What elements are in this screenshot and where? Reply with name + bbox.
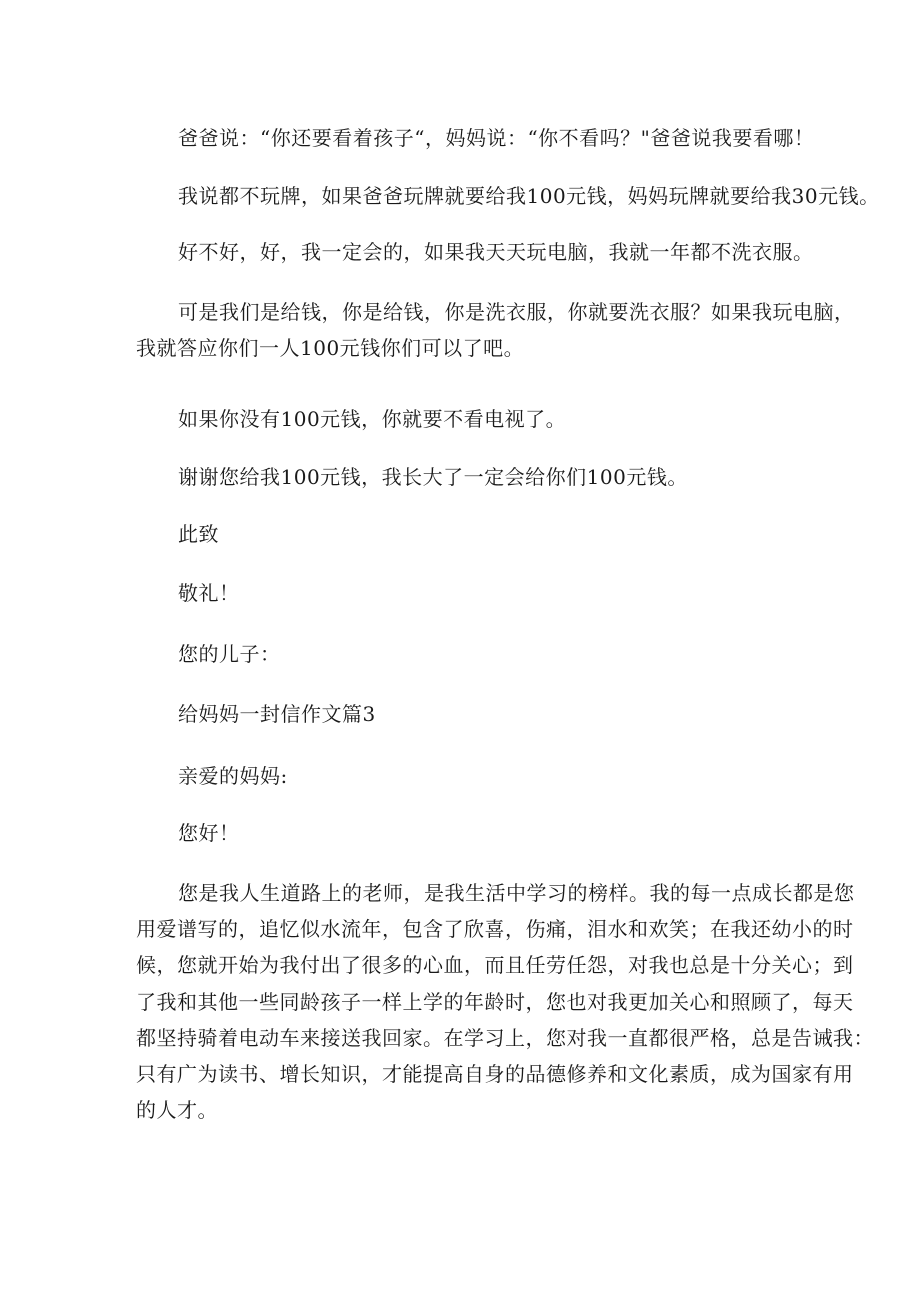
greeting: 您好！ xyxy=(178,821,240,845)
section-title: 给妈妈一封信作文篇3 xyxy=(178,702,376,726)
dialogue-line: 爸爸说：“你还要看着孩子“，妈妈说：“你不看吗？"爸爸说我要看哪！ xyxy=(178,126,815,150)
card-game-line: 我说都不玩牌，如果爸爸玩牌就要给我100元钱，妈妈玩牌就要给我30元钱。 xyxy=(178,184,880,208)
teacher-paragraph-row: 了我和其他一些同龄孩子一样上学的年龄时，您也对我更加关心和照顾了，每天 xyxy=(136,989,854,1014)
closing-jing-li: 敬礼！ xyxy=(178,581,240,605)
teacher-paragraph-row: 候，您就开始为我付出了很多的心血，而且任劳任怨，对我也总是十分关心；到 xyxy=(136,953,854,978)
teacher-paragraph xyxy=(136,875,874,1128)
money-paragraph-row: 我就答应你们一人100元钱你们可以了吧。 xyxy=(136,336,525,360)
teacher-paragraph-row: 只有广为读书、增长知识，才能提高自身的品德修养和文化素质，成为国家有用 xyxy=(136,1062,854,1087)
laundry-line: 好不好，好，我一定会的，如果我天天玩电脑，我就一年都不洗衣服。 xyxy=(178,240,814,264)
teacher-paragraph-row: 您是我人生道路上的老师，是我生活中学习的榜样。我的每一点成长都是您 xyxy=(178,881,855,905)
closing-ci-zhi: 此致 xyxy=(178,522,219,546)
teacher-paragraph-row: 的人才。 xyxy=(136,1098,218,1123)
salutation: 亲爱的妈妈: xyxy=(178,764,288,788)
money-paragraph xyxy=(136,294,855,366)
teacher-paragraph-row: 都坚持骑着电动车来接送我回家。在学习上，您对我一直都很严格，总是告诫我： xyxy=(136,1025,874,1050)
thanks-line: 谢谢您给我100元钱，我长大了一定会给你们100元钱。 xyxy=(178,465,688,489)
teacher-paragraph-row: 用爱谱写的，追忆似水流年，包含了欣喜，伤痛，泪水和欢笑；在我还幼小的时 xyxy=(136,917,854,942)
money-paragraph-row: 可是我们是给钱，你是给钱，你是洗衣服，你就要洗衣服？如果我玩电脑， xyxy=(178,300,855,324)
signature: 您的儿子： xyxy=(178,642,281,666)
tv-line: 如果你没有100元钱，你就要不看电视了。 xyxy=(178,407,567,431)
